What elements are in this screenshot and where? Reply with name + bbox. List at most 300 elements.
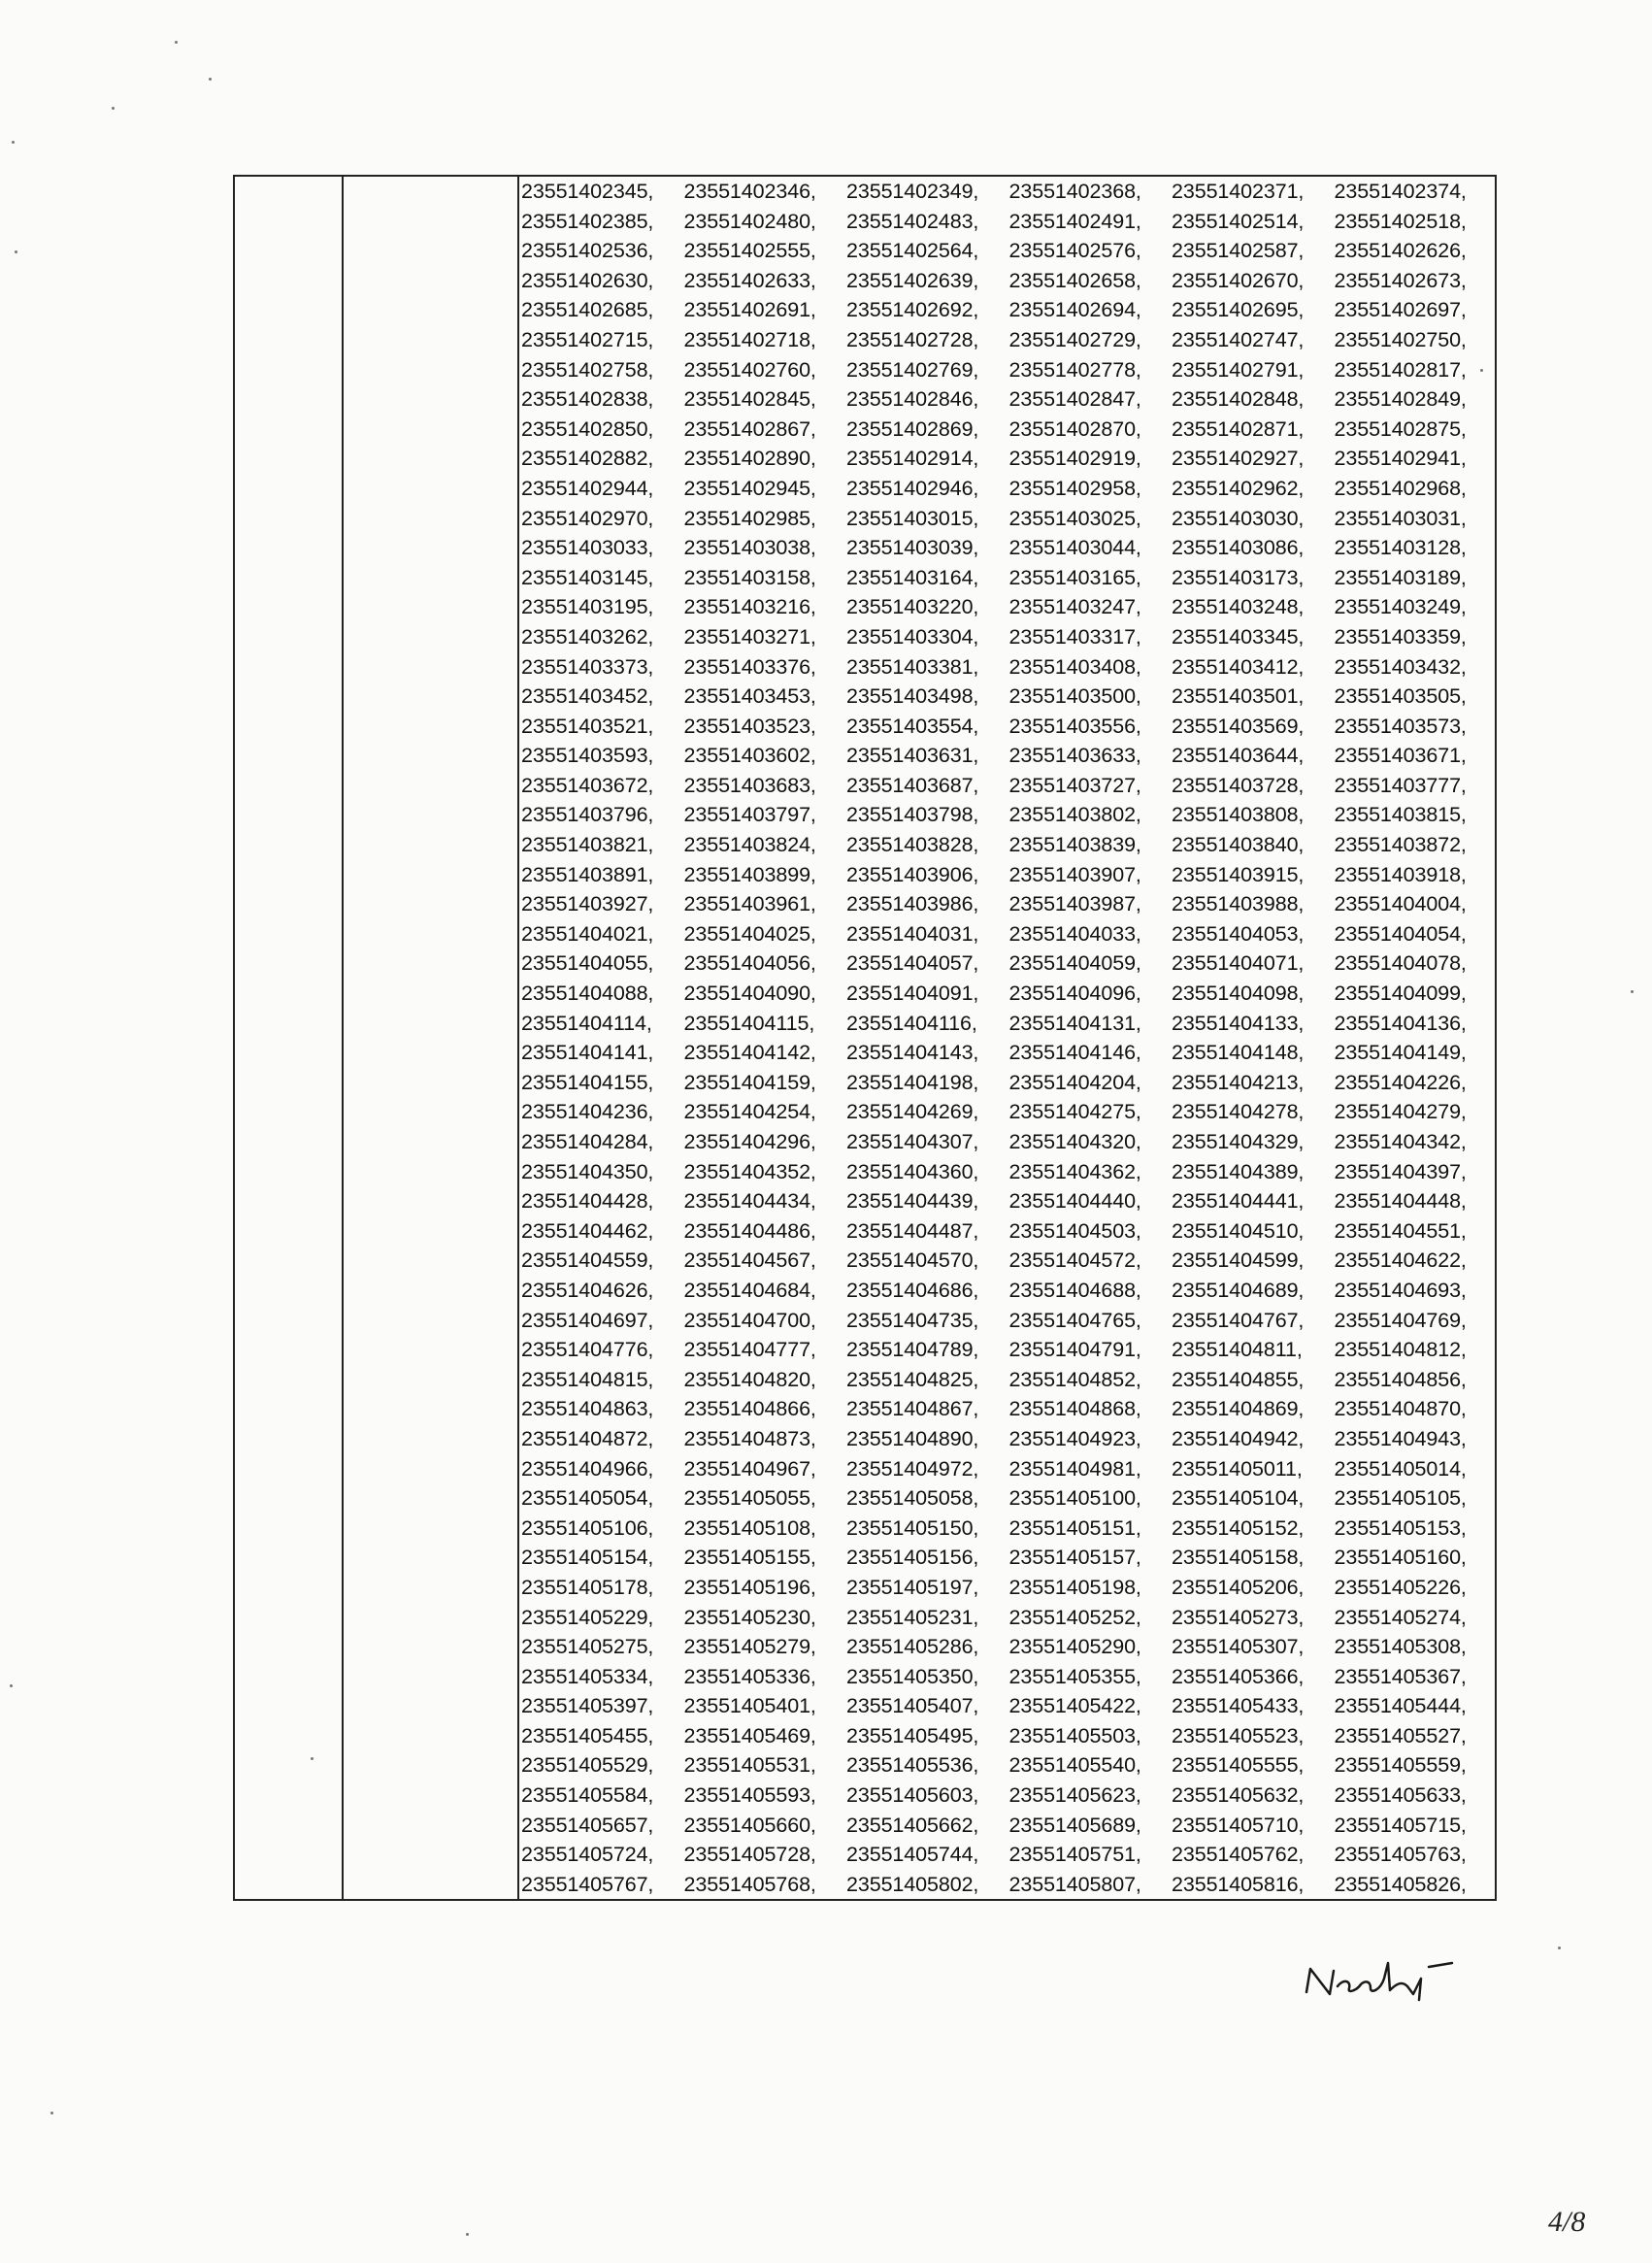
roll-number: 23551403381, [846,654,979,679]
roll-number: 23551405106, [521,1515,654,1540]
roll-number: 23551404155, [521,1070,654,1094]
roll-number: 23551404143, [846,1041,979,1065]
roll-number: 23551403915, [1172,862,1305,886]
roll-number: 23551404090, [683,982,816,1006]
roll-number: 23551405206, [1172,1575,1305,1599]
roll-number: 23551404812, [1334,1338,1467,1362]
roll-number: 23551405273, [1172,1605,1305,1629]
scan-speck [1558,1947,1561,1949]
roll-number: 23551403961, [683,892,816,916]
roll-number: 23551403453, [683,684,816,709]
roll-number: 23551405527, [1334,1723,1467,1747]
roll-number: 23551404360, [846,1159,979,1183]
roll-number: 23551404096, [1008,982,1141,1006]
roll-number: 23551403432, [1334,654,1467,679]
roll-number: 23551402694, [1008,298,1141,322]
roll-number: 23551403164, [846,565,979,589]
roll-number: 23551404852, [1008,1367,1141,1391]
roll-number: 23551403158, [683,565,816,589]
roll-number: 23551402968, [1334,476,1467,500]
scan-speck [466,2233,469,2236]
roll-number: 23551402633, [683,268,816,292]
roll-number: 23551404033, [1008,921,1141,946]
roll-number: 23551403015, [846,506,979,530]
roll-number: 23551403220, [846,595,979,619]
roll-number: 23551403797, [683,803,816,827]
roll-number: 23551403025, [1008,506,1141,530]
roll-number: 23551403086, [1172,536,1305,560]
roll-number: 23551404439, [846,1189,979,1214]
roll-number: 23551404397, [1334,1159,1467,1183]
roll-number: 23551404320, [1008,1130,1141,1153]
roll-number: 23551405350, [846,1664,979,1688]
roll-number: 23551402760, [683,357,816,382]
roll-number: 23551402769, [846,357,979,382]
roll-number: 23551404503, [1008,1218,1141,1243]
roll-number: 23551402729, [1008,327,1141,351]
roll-number: 23551403408, [1008,654,1141,679]
roll-number: 23551404769, [1334,1308,1467,1332]
roll-number: 23551402869, [846,416,979,441]
roll-number: 23551402368, [1008,180,1141,203]
roll-number: 23551404869, [1172,1397,1305,1421]
roll-number: 23551405469, [683,1723,816,1747]
roll-number: 23551404688, [1008,1278,1141,1302]
roll-number: 23551404389, [1172,1159,1305,1183]
roll-number: 23551403899, [683,862,816,886]
roll-number: 23551404811, [1172,1338,1303,1362]
roll-number: 23551404352, [683,1159,816,1183]
serial-cell [234,176,343,1900]
roll-number: 23551404689, [1172,1278,1305,1302]
roll-number: 23551402480, [683,209,816,233]
roll-number: 23551405689, [1008,1813,1141,1837]
scan-speck [175,41,178,44]
roll-number: 23551404867, [846,1397,979,1421]
roll-number: 23551405433, [1172,1694,1305,1718]
roll-number: 23551405826, [1334,1872,1467,1896]
results-table [233,175,1497,1901]
roll-number: 23551402555, [683,239,816,263]
roll-number: 23551404114, [521,1011,652,1035]
roll-number: 23551402778, [1008,357,1141,382]
roll-number: 23551402870, [1008,416,1141,441]
roll-number: 23551403030, [1172,506,1305,530]
roll-number: 23551402848, [1172,387,1305,412]
roll-number: 23551405807, [1008,1872,1141,1896]
roll-number: 23551404767, [1172,1308,1305,1332]
roll-number: 23551403821, [521,833,654,857]
scan-speck [311,1757,314,1760]
roll-number: 23551404776, [521,1338,654,1362]
roll-number: 23551402658, [1008,268,1141,292]
roll-number: 23551405767, [521,1872,654,1896]
roll-number: 23551402371, [1172,180,1305,203]
roll-number: 23551405728, [683,1843,816,1867]
scan-speck [1631,990,1634,993]
roll-number: 23551403728, [1172,773,1305,797]
roll-number: 23551403727, [1008,773,1141,797]
scan-speck [209,78,212,81]
roll-number: 23551405274, [1334,1605,1467,1629]
roll-number: 23551405816, [1172,1872,1305,1896]
roll-number: 23551402890, [683,447,816,471]
roll-number: 23551405531, [683,1753,816,1778]
roll-number: 23551404942, [1172,1426,1305,1450]
roll-number: 23551405054, [521,1486,654,1511]
roll-number: 23551403602, [683,744,816,768]
roll-number: 23551403593, [521,744,654,768]
roll-number: 23551405366, [1172,1664,1305,1688]
roll-number: 23551402791, [1172,357,1305,382]
roll-number: 23551404791, [1008,1338,1141,1362]
roll-number: 23551404868, [1008,1397,1141,1421]
roll-number: 23551403345, [1172,624,1305,649]
roll-number: 23551405226, [1334,1575,1467,1599]
roll-number: 23551404559, [521,1248,654,1273]
roll-number: 23551404943, [1334,1426,1467,1450]
roll-number: 23551402715, [521,327,654,351]
roll-number: 23551404820, [683,1367,816,1391]
roll-number: 23551405444, [1334,1694,1467,1718]
roll-number: 23551405279, [683,1635,816,1659]
roll-number: 23551404967, [683,1456,816,1481]
roll-number: 23551404056, [683,951,816,976]
roll-number: 23551402374, [1334,180,1467,203]
roll-number: 23551403271, [683,624,816,649]
roll-number: 23551404567, [683,1248,816,1273]
roll-number: 23551405334, [521,1664,654,1688]
roll-number: 23551402914, [846,447,979,471]
roll-number: 23551404487, [846,1218,979,1243]
roll-number: 23551405307, [1172,1635,1305,1659]
roll-number: 23551405230, [683,1605,816,1629]
roll-number: 23551405407, [846,1694,979,1718]
roll-number: 23551404133, [1172,1011,1305,1035]
roll-number: 23551402345, [521,180,654,203]
roll-number: 23551405105, [1334,1486,1467,1511]
roll-number: 23551405014, [1334,1456,1467,1481]
roll-number: 23551404863, [521,1397,654,1421]
roll-number: 23551404148, [1172,1041,1305,1065]
roll-number: 23551402491, [1008,209,1141,233]
roll-number: 23551403573, [1334,714,1467,738]
roll-number: 23551404448, [1334,1189,1467,1214]
roll-number: 23551404486, [683,1218,816,1243]
roll-number: 23551405153, [1334,1515,1467,1540]
roll-number: 23551404441, [1172,1189,1305,1214]
roll-number: 23551402626, [1334,239,1467,263]
roll-number: 23551402875, [1334,416,1467,441]
roll-number: 23551403798, [846,803,979,827]
roll-number: 23551402838, [521,387,654,412]
roll-number: 23551403815, [1334,803,1467,827]
roll-number: 23551405584, [521,1783,654,1808]
roll-number: 23551402850, [521,416,654,441]
roll-number: 23551404115, [683,1011,815,1035]
roll-number: 23551405160, [1334,1546,1467,1570]
scan-speck [1480,369,1483,372]
roll-number: 23551402346, [683,180,816,203]
roll-number: 23551404198, [846,1070,979,1094]
roll-number: 23551403128, [1334,536,1467,560]
roll-number: 23551405768, [683,1872,816,1896]
roll-number: 23551403044, [1008,536,1141,560]
roll-number: 23551404777, [683,1338,816,1362]
roll-number: 23551402670, [1172,268,1305,292]
roll-number: 23551403500, [1008,684,1141,709]
roll-number: 23551403569, [1172,714,1305,738]
roll-number: 23551403249, [1334,595,1467,619]
page-number: 4/8 [1548,2206,1586,2238]
roll-number: 23551404141, [521,1041,654,1065]
roll-number: 23551405455, [521,1723,654,1747]
roll-number: 23551405536, [846,1753,979,1778]
roll-number: 23551405422, [1008,1694,1141,1718]
roll-number: 23551404350, [521,1159,654,1183]
roll-number: 23551403248, [1172,595,1305,619]
roll-number: 23551405724, [521,1843,654,1867]
roll-number: 23551402639, [846,268,979,292]
roll-number: 23551405198, [1008,1575,1141,1599]
roll-number: 23551404269, [846,1100,979,1124]
roll-number: 23551404873, [683,1426,816,1450]
roll-number: 23551403824, [683,833,816,857]
roll-number: 23551403802, [1008,803,1141,827]
roll-number: 23551405623, [1008,1783,1141,1808]
roll-number: 23551405152, [1172,1515,1305,1540]
roll-number: 23551405762, [1172,1843,1305,1867]
roll-number: 23551404510, [1172,1218,1305,1243]
roll-number: 23551404362, [1008,1159,1141,1183]
scan-speck [12,141,15,144]
roll-number: 23551403412, [1172,654,1305,679]
roll-number: 23551405275, [521,1635,654,1659]
roll-number: 23551403498, [846,684,979,709]
roll-number: 23551402817, [1334,357,1467,382]
roll-number: 23551405229, [521,1605,654,1629]
roll-number: 23551403988, [1172,892,1305,916]
roll-number: 23551404091, [846,982,979,1006]
roll-number: 23551402747, [1172,327,1305,351]
roll-number: 23551402867, [683,416,816,441]
roll-number: 23551402564, [846,239,979,263]
roll-number: 23551405662, [846,1813,979,1837]
roll-number: 23551405100, [1008,1486,1141,1511]
roll-number: 23551402349, [846,180,979,203]
scan-speck [15,250,17,253]
roll-number: 23551402728, [846,327,979,351]
roll-number: 23551405744, [846,1843,979,1867]
roll-number: 23551405540, [1008,1753,1141,1778]
roll-number: 23551405715, [1334,1813,1467,1837]
roll-number: 23551404684, [683,1278,816,1302]
roll-number: 23551405151, [1008,1515,1141,1540]
roll-number: 23551403521, [521,714,654,738]
roll-number: 23551402882, [521,447,654,471]
roll-number: 23551402691, [683,298,816,322]
roll-number: 23551405156, [846,1546,979,1570]
roll-number: 23551405523, [1172,1723,1305,1747]
roll-number: 23551403672, [521,773,654,797]
roll-number: 23551403927, [521,892,654,916]
roll-number: 23551402941, [1334,447,1467,471]
roll-number: 23551402518, [1334,209,1467,233]
roll-number: 23551404626, [521,1278,654,1302]
roll-number: 23551402695, [1172,298,1305,322]
roll-number: 23551405290, [1008,1635,1141,1659]
roll-number: 23551404686, [846,1278,979,1302]
roll-number: 23551404870, [1334,1397,1467,1421]
roll-number: 23551402750, [1334,327,1467,351]
roll-number: 23551404825, [846,1367,979,1391]
roll-number: 23551403918, [1334,862,1467,886]
roll-number: 23551403687, [846,773,979,797]
roll-number: 23551403840, [1172,833,1305,857]
roll-number: 23551405104, [1172,1486,1305,1511]
roll-number: 23551405158, [1172,1546,1305,1570]
roll-number: 23551404284, [521,1130,654,1153]
roll-number: 23551405252, [1008,1605,1141,1629]
roll-number: 23551402985, [683,506,816,530]
roll-number: 23551403038, [683,536,816,560]
roll-number: 23551404279, [1334,1100,1467,1124]
roll-number: 23551404693, [1334,1278,1467,1302]
roll-number: 23551405657, [521,1813,654,1837]
roll-number: 23551404789, [846,1338,979,1362]
roll-number: 23551403872, [1334,833,1467,857]
roll-number: 23551404149, [1334,1041,1467,1065]
roll-number: 23551405355, [1008,1664,1141,1688]
roll-number: 23551403189, [1334,565,1467,589]
roll-number: 23551402692, [846,298,979,322]
roll-number: 23551402685, [521,298,654,322]
roll-number: 23551404278, [1172,1100,1305,1124]
roll-number: 23551404088, [521,982,654,1006]
roll-number: 23551404599, [1172,1248,1305,1273]
roll-number: 23551405529, [521,1753,654,1778]
roll-number: 23551402718, [683,327,816,351]
roll-number: 23551402673, [1334,268,1467,292]
roll-number: 23551404078, [1334,951,1467,976]
roll-number: 23551405336, [683,1664,816,1688]
roll-number: 23551404342, [1334,1130,1467,1153]
roll-number: 23551403373, [521,654,654,679]
roll-number: 23551403505, [1334,684,1467,709]
roll-number: 23551404031, [846,921,979,946]
roll-number: 23551405503, [1008,1723,1141,1747]
roll-number: 23551402871, [1172,416,1305,441]
roll-number: 23551404021, [521,921,654,946]
roll-number: 23551405660, [683,1813,816,1837]
roll-number: 23551404099, [1334,982,1467,1006]
roll-number: 23551402927, [1172,447,1305,471]
category-cell [343,176,518,1900]
roll-number: 23551405555, [1172,1753,1305,1778]
roll-number: 23551402576, [1008,239,1141,263]
roll-number: 23551404131, [1008,1011,1141,1035]
roll-number: 23551403828, [846,833,979,857]
roll-number: 23551404735, [846,1308,979,1332]
roll-number: 23551404055, [521,951,654,976]
roll-number: 23551402958, [1008,476,1141,500]
roll-number: 23551403644, [1172,744,1305,768]
roll-number: 23551405108, [683,1515,816,1540]
roll-number: 23551404275, [1008,1100,1141,1124]
roll-number: 23551404204, [1008,1070,1141,1094]
roll-number: 23551403247, [1008,595,1141,619]
roll-number: 23551403216, [683,595,816,619]
roll-number: 23551403039, [846,536,979,560]
roll-number: 23551404434, [683,1189,816,1214]
roll-number: 23551402758, [521,357,654,382]
roll-number: 23551404053, [1172,921,1305,946]
roll-number: 23551402483, [846,209,979,233]
roll-number: 23551404025, [683,921,816,946]
roll-number: 23551404142, [683,1041,816,1065]
roll-number: 23551404116, [846,1011,977,1035]
roll-number: 23551405196, [683,1575,816,1599]
roll-number: 23551403777, [1334,773,1467,797]
roll-number: 23551402846, [846,387,979,412]
roll-number: 23551404966, [521,1456,654,1481]
roll-number: 23551404570, [846,1248,979,1273]
roll-number: 23551402536, [521,239,654,263]
roll-number: 23551403501, [1172,684,1305,709]
roll-number: 23551403376, [683,654,816,679]
roll-number: 23551404254, [683,1100,816,1124]
roll-number: 23551404428, [521,1189,654,1214]
roll-number: 23551404981, [1008,1456,1141,1481]
roll-number: 23551403165, [1008,565,1141,589]
roll-number: 23551403173, [1172,565,1305,589]
signature-icon [1301,1951,1466,2010]
roll-number: 23551404856, [1334,1367,1467,1391]
roll-number: 23551404098, [1172,982,1305,1006]
scan-speck [112,107,115,110]
roll-number: 23551404855, [1172,1367,1305,1391]
roll-number: 23551404307, [846,1130,979,1153]
roll-number: 23551403554, [846,714,979,738]
roll-number: 23551402919, [1008,447,1141,471]
roll-number: 23551404057, [846,951,979,976]
roll-number: 23551404296, [683,1130,816,1153]
roll-number: 23551404071, [1172,951,1305,976]
roll-number: 23551402845, [683,387,816,412]
roll-number: 23551405286, [846,1635,979,1659]
roll-number: 23551404236, [521,1100,654,1124]
roll-number: 23551405763, [1334,1843,1467,1867]
roll-number: 23551404890, [846,1426,979,1450]
roll-number: 23551404972, [846,1456,979,1481]
roll-number: 23551403145, [521,565,654,589]
roll-number: 23551403907, [1008,862,1141,886]
roll-number: 23551404622, [1334,1248,1467,1273]
roll-number: 23551405055, [683,1486,816,1511]
roll-number: 23551404923, [1008,1426,1141,1450]
roll-number: 23551403317, [1008,624,1141,649]
roll-number: 23551402587, [1172,239,1305,263]
roll-number: 23551403195, [521,595,654,619]
roll-number: 23551403683, [683,773,816,797]
roll-number: 23551403359, [1334,624,1467,649]
roll-number: 23551403304, [846,624,979,649]
roll-number: 23551405633, [1334,1783,1467,1808]
roll-number: 23551405308, [1334,1635,1467,1659]
roll-number: 23551403839, [1008,833,1141,857]
roll-number: 23551405495, [846,1723,979,1747]
roll-number: 23551405154, [521,1546,654,1570]
